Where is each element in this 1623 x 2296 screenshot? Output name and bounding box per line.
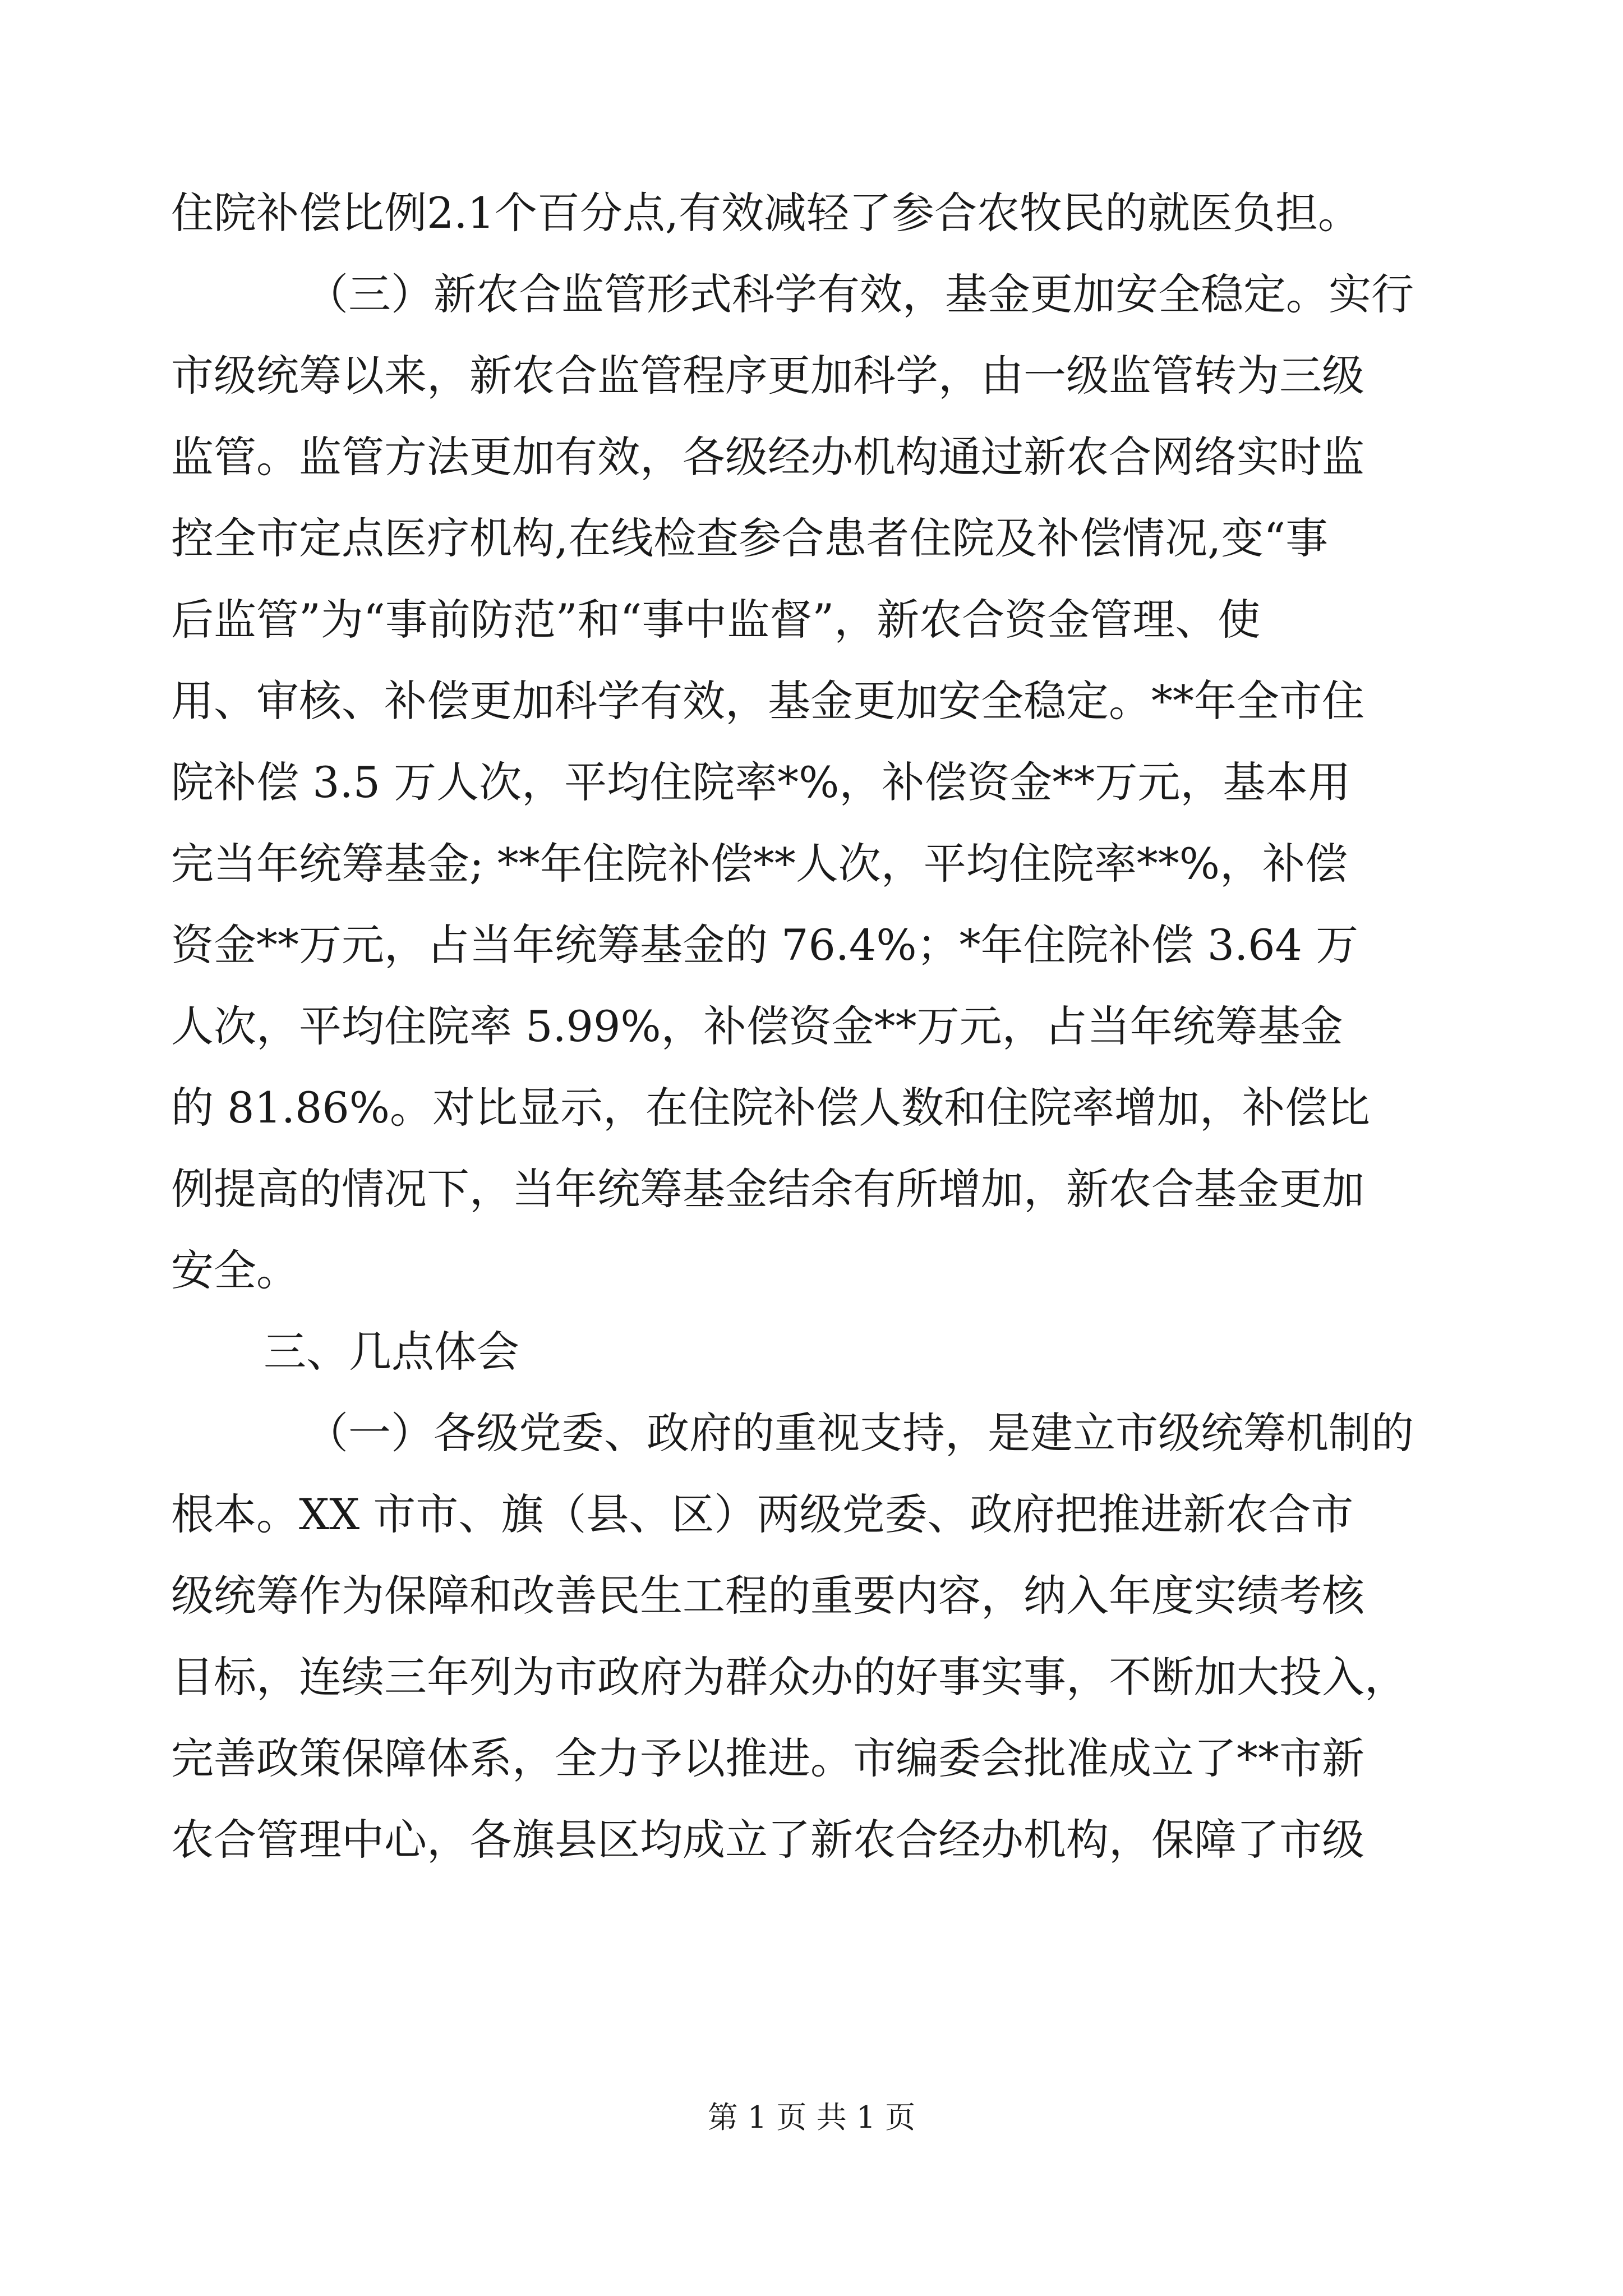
document-page: 住院补偿比例2.1个百分点,有效减轻了参合农牧民的就医负担。 （三）新农合监管形式科学有效，基金更加安全稳定。实行 市级统筹以来，新农合监管程序更加科学，由一级监管转为三级 监管。监管方法更加有效，各级经办机构通过新农合网络实时监 控全市定点医疗机构,在线检查参合患者住院及补偿情况,变“事 后监管”为“事前防范”和“事中监督”，新农合资金管理、使 用、审核、补偿更加科学有效，基金更加安全稳定。**年全市住 院补偿 3.5 万人次，平均住院率*%，补偿资金**万元，基本用 完当年统筹基金; **年住院补偿**人次，平均住院率**%，补偿 资金**万元，占当年统筹基金的 76.4%；*年住院补偿 3.64 万 人次，平均住院率 5.99%，补偿资金**万元，占当年统筹基金 的 81.86%。对比显示，在住院补偿人数和住院率增加，补偿比 例提高的情况下，当年统筹基金结余有所增加，新农合基金更加 安全。 三、几点体会 （一）各级党委、政府的重视支持，是建立市级统筹机制的 根本。XX 市市、旗（县、区）两级党委、政府把推进新农合市 级统筹作为保障和改善民生工程的重要内容，纳入年度实绩考核 目标，连续三年列为市政府为群众办的好事实事，不断加大投入， 完善政策保障体系，全力予以推进。市编委会批准成立了**市新 农合管理中心，各旗县区均成立了新农合经办机构，保障了市级 第 1 页 共 1 页 (0, 0, 1623, 2296)
page-footer (0, 2098, 1623, 2137)
page-number-label: 第 1 页 共 1 页 (707, 2100, 916, 2135)
